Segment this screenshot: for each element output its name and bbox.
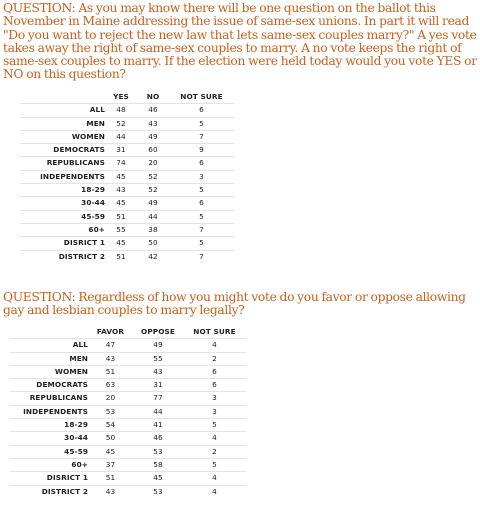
table-row	[20, 184, 234, 197]
value-3: 9	[169, 144, 234, 157]
value-1: 51	[105, 210, 137, 223]
poll-table-1	[20, 91, 234, 263]
question-1-text: QUESTION: As you may know there will be one question on the ballot this November in Maine addressing the issue of same-sex unions. In part it will read "Do you want to reject the new law that lets same-sex couples marry?" A yes vote takes away the right of same-sex couples to marry. A no vote keeps the right of same-sex couples to marry. If the election were held today would you vote YES or NO on this question?	[3, 1, 477, 82]
value-3: 6	[183, 365, 246, 378]
table-row	[10, 392, 246, 405]
value-3: 5	[183, 419, 246, 432]
value-3: 3	[183, 392, 246, 405]
value-3: 6	[183, 379, 246, 392]
group-label: DEMOCRATS	[10, 379, 88, 392]
value-3: 2	[183, 352, 246, 365]
value-2: 53	[133, 445, 183, 458]
table-row	[10, 458, 246, 471]
column-header-yes: YES	[113, 92, 129, 101]
value-1: 63	[88, 379, 133, 392]
value-1: 45	[105, 170, 137, 183]
column-header-not-sure: NOT SURE	[193, 327, 236, 336]
table-row	[20, 170, 234, 183]
table-row	[10, 352, 246, 365]
column-header-group	[10, 326, 88, 339]
table-row	[20, 117, 234, 130]
value-3: 4	[183, 472, 246, 485]
value-3: 5	[169, 117, 234, 130]
value-2: 43	[137, 117, 169, 130]
column-header-not-sure: NOT SURE	[180, 92, 223, 101]
value-1: 51	[105, 250, 137, 263]
value-3: 4	[183, 339, 246, 352]
value-1: 74	[105, 157, 137, 170]
value-2: 43	[133, 365, 183, 378]
table-row	[20, 210, 234, 223]
column-header-favor: FAVOR	[96, 327, 125, 336]
value-3: 6	[169, 197, 234, 210]
value-3: 7	[169, 250, 234, 263]
value-1: 45	[105, 237, 137, 250]
table-row	[10, 445, 246, 458]
value-2: 38	[137, 223, 169, 236]
value-1: 51	[88, 472, 133, 485]
group-label: ALL	[20, 104, 105, 117]
group-label: DEMOCRATS	[20, 144, 105, 157]
value-3: 6	[169, 104, 234, 117]
value-2: 60	[137, 144, 169, 157]
value-1: 45	[105, 197, 137, 210]
poll-table-2-body	[10, 339, 246, 498]
value-1: 43	[88, 485, 133, 498]
value-3: 5	[169, 237, 234, 250]
table-row	[20, 237, 234, 250]
value-1: 53	[88, 405, 133, 418]
group-label: 45-59	[20, 210, 105, 223]
value-3: 4	[183, 485, 246, 498]
group-label: INDEPENDENTS	[10, 405, 88, 418]
value-1: 55	[105, 223, 137, 236]
value-1: 43	[88, 352, 133, 365]
value-1: 50	[88, 432, 133, 445]
group-label: INDEPENDENTS	[20, 170, 105, 183]
table-row	[10, 419, 246, 432]
value-1: 52	[105, 117, 137, 130]
group-label: DISRICT 1	[20, 237, 105, 250]
value-2: 41	[133, 419, 183, 432]
value-2: 55	[133, 352, 183, 365]
group-label: REPUBLICANS	[10, 392, 88, 405]
value-2: 45	[133, 472, 183, 485]
table-row	[20, 157, 234, 170]
poll-table-1-body	[20, 104, 234, 263]
group-label: DISTRICT 2	[10, 485, 88, 498]
value-1: 31	[105, 144, 137, 157]
group-label: 60+	[20, 223, 105, 236]
table-row	[20, 223, 234, 236]
value-1: 20	[88, 392, 133, 405]
group-label: ALL	[10, 339, 88, 352]
value-2: 46	[137, 104, 169, 117]
value-1: 54	[88, 419, 133, 432]
value-3: 7	[169, 130, 234, 143]
value-1: 48	[105, 104, 137, 117]
value-2: 44	[133, 405, 183, 418]
value-2: 53	[133, 485, 183, 498]
table-row	[10, 405, 246, 418]
value-3: 5	[169, 210, 234, 223]
group-label: 45-59	[10, 445, 88, 458]
question-2-text: QUESTION: Regardless of how you might vote do you favor or oppose allowing gay and lesbian couples to marry legally?	[3, 290, 466, 318]
value-3: 6	[169, 157, 234, 170]
value-2: 20	[137, 157, 169, 170]
value-2: 49	[133, 339, 183, 352]
table-row	[20, 250, 234, 263]
value-2: 49	[137, 130, 169, 143]
value-3: 7	[169, 223, 234, 236]
value-2: 52	[137, 184, 169, 197]
value-3: 2	[183, 445, 246, 458]
group-label: MEN	[10, 352, 88, 365]
value-3: 3	[169, 170, 234, 183]
value-2: 77	[133, 392, 183, 405]
group-label: DISRICT 1	[10, 472, 88, 485]
table-row	[10, 485, 246, 498]
group-label: WOMEN	[10, 365, 88, 378]
value-2: 50	[137, 237, 169, 250]
group-label: REPUBLICANS	[20, 157, 105, 170]
table-row	[10, 365, 246, 378]
column-header-oppose: OPPOSE	[141, 327, 175, 336]
group-label: 30-44	[10, 432, 88, 445]
table-row	[20, 144, 234, 157]
value-2: 42	[137, 250, 169, 263]
value-1: 51	[88, 365, 133, 378]
value-3: 4	[183, 432, 246, 445]
table-header-row	[10, 326, 246, 339]
table-header-row	[20, 91, 234, 104]
table-row	[10, 379, 246, 392]
value-2: 31	[133, 379, 183, 392]
table-row	[10, 339, 246, 352]
column-header-group	[20, 91, 105, 104]
group-label: 30-44	[20, 197, 105, 210]
group-label: WOMEN	[20, 130, 105, 143]
table-row	[10, 432, 246, 445]
value-3: 5	[169, 184, 234, 197]
table-row	[20, 197, 234, 210]
value-3: 3	[183, 405, 246, 418]
poll-table-2	[10, 326, 246, 498]
value-1: 44	[105, 130, 137, 143]
value-1: 43	[105, 184, 137, 197]
value-1: 45	[88, 445, 133, 458]
value-2: 52	[137, 170, 169, 183]
table-row	[20, 130, 234, 143]
table-row	[10, 472, 246, 485]
value-2: 49	[137, 197, 169, 210]
group-label: 18-29	[10, 419, 88, 432]
group-label: MEN	[20, 117, 105, 130]
value-3: 5	[183, 458, 246, 471]
value-1: 47	[88, 339, 133, 352]
column-header-no: NO	[146, 92, 160, 101]
value-2: 46	[133, 432, 183, 445]
group-label: DISTRICT 2	[20, 250, 105, 263]
value-2: 44	[137, 210, 169, 223]
table-row	[20, 104, 234, 117]
group-label: 18-29	[20, 184, 105, 197]
group-label: 60+	[10, 458, 88, 471]
value-1: 37	[88, 458, 133, 471]
value-2: 58	[133, 458, 183, 471]
